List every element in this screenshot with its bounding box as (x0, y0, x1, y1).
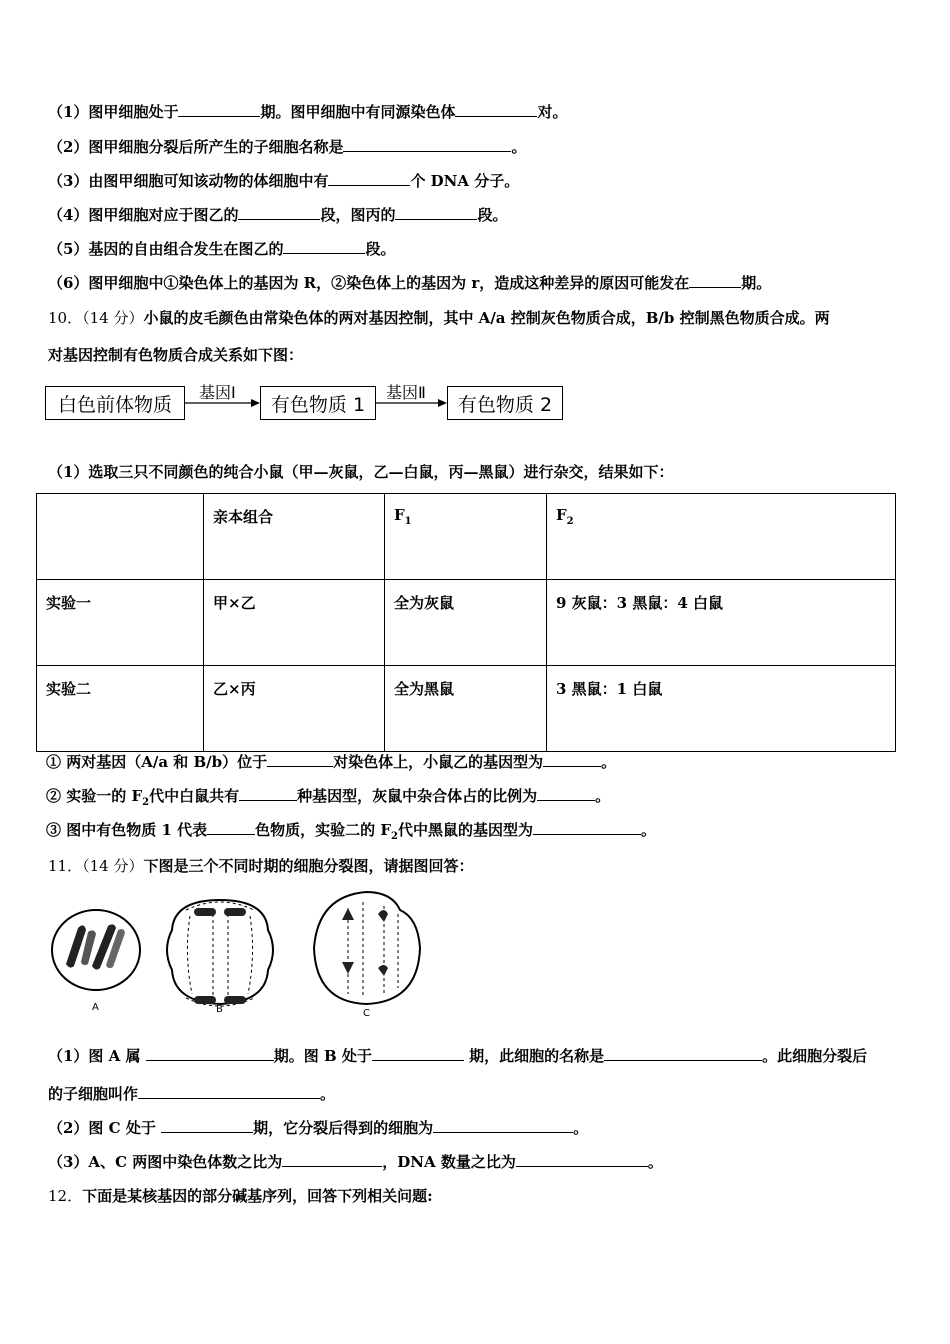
text: （3）由图甲细胞可知该动物的体细胞中有 (48, 172, 329, 190)
flow-arrows (45, 380, 575, 430)
text: （3）A、C 两图中染色体数之比为 (48, 1153, 283, 1171)
text: ① 两对基因（A/a 和 B/b）位于 (46, 753, 268, 771)
text: 期，此细胞的名称是 (469, 1047, 605, 1065)
text: （2）图 C 处于 (48, 1119, 156, 1137)
subscript: 1 (404, 516, 412, 527)
q10-intro (48, 308, 830, 328)
answer-blank[interactable] (533, 820, 641, 835)
text: ，DNA 数量之比为 (382, 1153, 516, 1171)
question-number: 12． (48, 1187, 83, 1205)
flow-label-gene2: 基因Ⅱ (386, 383, 426, 402)
text: F (556, 506, 567, 524)
subscript: 2 (390, 831, 398, 842)
text: 期，它分裂后得到的细胞为 (253, 1119, 434, 1137)
table-row (37, 666, 896, 752)
q9-line1 (48, 102, 567, 122)
table-cell: 实验二 (37, 666, 204, 752)
text: 代中白鼠共有 (149, 787, 240, 805)
q9-line6 (48, 273, 771, 293)
answer-blank[interactable] (138, 1084, 320, 1099)
synthesis-flow-diagram (45, 380, 575, 430)
q11-line3 (48, 1152, 663, 1172)
text: 下面是某核基因的部分碱基序列，回答下列相关问题: (82, 1187, 433, 1205)
answer-blank[interactable] (604, 1046, 762, 1061)
table-header-row (37, 494, 896, 580)
answer-blank[interactable] (543, 752, 601, 767)
q11-line1-cont (48, 1084, 335, 1104)
cell-diagrams (48, 888, 428, 1028)
table-header-cell (385, 494, 547, 580)
answer-blank[interactable] (372, 1046, 464, 1061)
text: （4）图甲细胞对应于图乙的 (48, 206, 239, 224)
answer-blank[interactable] (537, 786, 595, 801)
answer-blank[interactable] (283, 239, 365, 254)
text: 期。图甲细胞中有同源染色体 (260, 103, 456, 121)
q10-sub2 (46, 786, 610, 813)
text: 。 (640, 821, 656, 839)
text: （6）图甲细胞中①染色体上的基因为 R，②染色体上的基因为 r，造成这种差异的原因可能发在 (48, 274, 690, 292)
text: （2）图甲细胞分裂后所产生的子细胞名称是 (48, 138, 344, 156)
text: ③ 图中有色物质 1 代表 (46, 821, 208, 839)
q11-intro (48, 856, 473, 876)
table-header-cell: 亲本组合 (204, 494, 385, 580)
subscript: 2 (566, 516, 574, 527)
text: F (394, 506, 405, 524)
text: 。 (595, 787, 611, 805)
question-number: 11． (48, 857, 83, 875)
text: 对染色体上，小鼠乙的基因型为 (333, 753, 544, 771)
flow-box-substance1: 有色物质 1 (260, 386, 376, 420)
answer-blank[interactable] (178, 102, 260, 117)
q9-line3 (48, 171, 519, 191)
cell-division-figures (48, 888, 428, 1028)
cell-label-c: C (363, 1008, 370, 1019)
text: （1）图甲细胞处于 (48, 103, 179, 121)
text: 期。 (741, 274, 772, 292)
text: 小鼠的皮毛颜色由常染色体的两对基因控制，其中 A/a 控制灰色物质合成，B/b 控制黑色物质合成。两 (143, 309, 830, 327)
cell-a (52, 910, 140, 990)
text: 下图是三个不同时期的细胞分裂图，请据图回答： (143, 857, 474, 875)
q11-line1 (48, 1046, 867, 1066)
answer-blank[interactable] (239, 786, 297, 801)
q10-intro-cont (48, 345, 303, 365)
table-cell: 实验一 (37, 580, 204, 666)
text: 期。图 B 处于 (273, 1047, 372, 1065)
flow-label-gene1: 基因Ⅰ (199, 383, 236, 402)
answer-blank[interactable] (282, 1152, 382, 1167)
answer-blank[interactable] (395, 205, 477, 220)
table-cell: 乙×丙 (204, 666, 385, 752)
text: ② 实验一的 F (46, 787, 143, 805)
q12-intro (48, 1186, 433, 1206)
q9-line2 (48, 137, 526, 157)
flow-box-substance2: 有色物质 2 (447, 386, 563, 420)
text: 对基因控制有色物质合成关系如下图： (48, 346, 304, 364)
answer-blank[interactable] (161, 1118, 253, 1133)
text: （1）图 A 属 (48, 1047, 141, 1065)
cross-results-table (36, 493, 896, 752)
text: 段，图丙的 (320, 206, 396, 224)
q10-sub3 (46, 820, 656, 847)
answer-blank[interactable] (146, 1046, 274, 1061)
answer-blank[interactable] (689, 273, 741, 288)
answer-blank[interactable] (433, 1118, 573, 1133)
flow-box-precursor: 白色前体物质 (45, 386, 185, 420)
answer-blank[interactable] (455, 102, 537, 117)
text: 。 (511, 138, 527, 156)
text: 。 (601, 753, 617, 771)
answer-blank[interactable] (267, 752, 333, 767)
q9-line4 (48, 205, 507, 225)
question-score: （14 分） (82, 309, 144, 327)
answer-blank[interactable] (343, 137, 511, 152)
text: 的子细胞叫作 (48, 1085, 139, 1103)
table-header-cell (547, 494, 896, 580)
table-row (37, 580, 896, 666)
table-cell: 全为黑鼠 (385, 666, 547, 752)
q9-line5 (48, 239, 395, 259)
text: 。 (647, 1153, 663, 1171)
table-cell: 甲×乙 (204, 580, 385, 666)
text: （5）基因的自由组合发生在图乙的 (48, 240, 284, 258)
text: 色物质，实验二的 F (255, 821, 391, 839)
table-cell: 9 灰鼠：3 黑鼠：4 白鼠 (547, 580, 896, 666)
answer-blank[interactable] (328, 171, 410, 186)
text: 代中黑鼠的基因型为 (397, 821, 533, 839)
cell-c (314, 892, 420, 1004)
q11-line2 (48, 1118, 588, 1138)
text: 段。 (477, 206, 508, 224)
text: 。 (573, 1119, 589, 1137)
table-cell: 全为灰鼠 (385, 580, 547, 666)
cell-b (167, 900, 273, 1006)
q10-sub1 (46, 752, 616, 772)
table-header-cell (37, 494, 204, 580)
answer-blank[interactable] (238, 205, 320, 220)
text: 。 (320, 1085, 336, 1103)
question-score: （14 分） (82, 857, 144, 875)
answer-blank[interactable] (207, 820, 255, 835)
question-number: 10． (48, 309, 83, 327)
text: 对。 (537, 103, 568, 121)
subscript: 2 (142, 797, 150, 808)
table-cell: 3 黑鼠：1 白鼠 (547, 666, 896, 752)
text: 段。 (365, 240, 396, 258)
q10-part1 (48, 462, 673, 482)
cell-label-a: A (92, 1002, 99, 1013)
text: （1）选取三只不同颜色的纯合小鼠（甲—灰鼠，乙—白鼠，丙—黑鼠）进行杂交，结果如下： (48, 463, 674, 481)
text: 种基因型，灰鼠中杂合体占的比例为 (297, 787, 538, 805)
text: 个 DNA 分子。 (410, 172, 520, 190)
cell-label-b: B (216, 1004, 223, 1015)
text: 。此细胞分裂后 (762, 1047, 868, 1065)
answer-blank[interactable] (516, 1152, 648, 1167)
